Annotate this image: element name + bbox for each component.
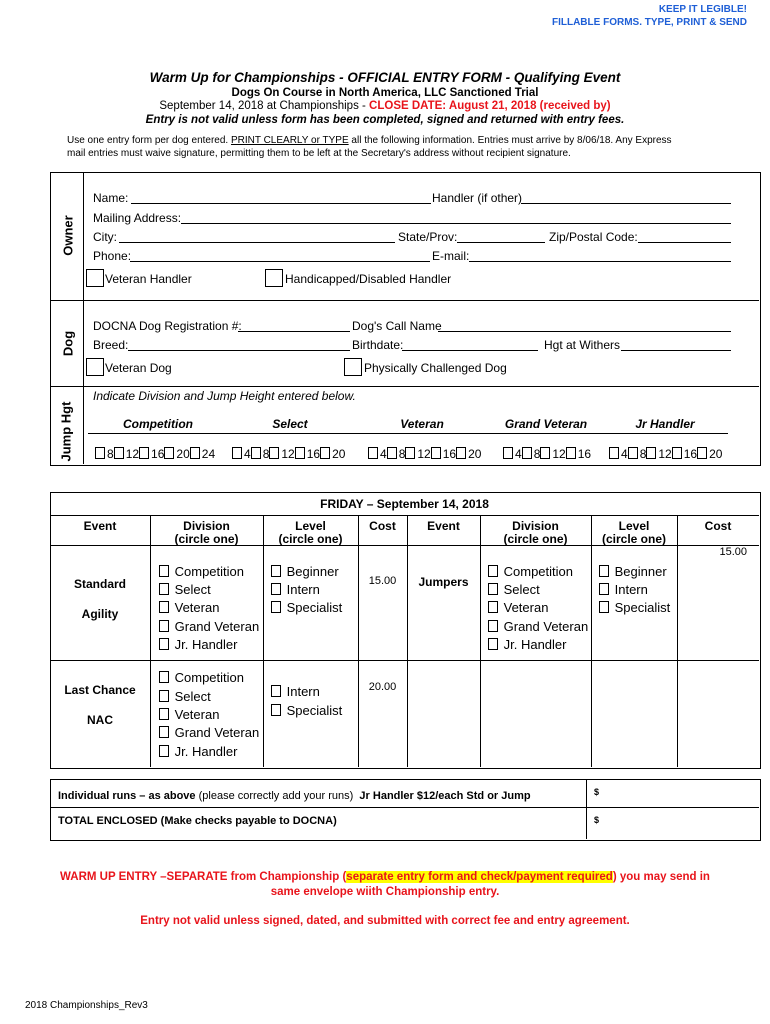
- events-day-rule: [50, 515, 759, 516]
- jump-checkbox[interactable]: [431, 447, 441, 459]
- handicapped-handler-checkbox[interactable]: [265, 269, 283, 287]
- level-option[interactable]: Specialist: [271, 600, 342, 615]
- state-field[interactable]: [457, 242, 545, 243]
- jump-checkbox[interactable]: [503, 447, 513, 459]
- jump-heights-veteran: 4 8 12 16 20: [368, 447, 481, 461]
- email-label: E-mail:: [432, 249, 470, 263]
- dog-section-label: Dog: [60, 330, 76, 357]
- division-option[interactable]: Jr. Handler: [488, 637, 567, 652]
- owner-dog-divider: [50, 300, 759, 301]
- division-option[interactable]: Select: [159, 689, 211, 704]
- jump-checkbox[interactable]: [368, 447, 378, 459]
- event-date-line: September 14, 2018 at Championships - CLOSE DATE: August 21, 2018 (received by): [159, 100, 611, 112]
- header-division-2: Division: [512, 519, 559, 533]
- jump-heights-competition: 8 12 16 20 24: [95, 447, 215, 461]
- level-option[interactable]: Intern: [599, 582, 648, 597]
- close-date: CLOSE DATE: August 21, 2018 (received by): [369, 100, 611, 112]
- phone-field[interactable]: [130, 261, 430, 262]
- division-option[interactable]: Grand Veteran: [488, 619, 588, 634]
- jump-checkbox[interactable]: [540, 447, 550, 459]
- zip-label: Zip/Postal Code:: [549, 230, 638, 244]
- handler-field[interactable]: [521, 203, 731, 204]
- jump-checkbox[interactable]: [95, 447, 105, 459]
- division-option[interactable]: Select: [159, 582, 211, 597]
- dog-jump-divider: [50, 386, 759, 387]
- col-rule: [263, 515, 264, 767]
- jump-header-rule: [88, 433, 728, 434]
- birthdate-label: Birthdate:: [352, 338, 404, 352]
- hgt-withers-field[interactable]: [621, 350, 731, 351]
- jump-col-select: Select: [272, 417, 308, 431]
- jump-checkbox[interactable]: [139, 447, 149, 459]
- city-label: City:: [93, 230, 117, 244]
- event-agility: Agility: [81, 607, 119, 621]
- veteran-dog-checkbox[interactable]: [86, 358, 104, 376]
- veteran-handler-checkbox[interactable]: [86, 269, 104, 287]
- jump-checkbox[interactable]: [114, 447, 124, 459]
- cost-standard: 15.00: [368, 575, 397, 587]
- handler-label: Handler (if other): [432, 191, 523, 205]
- jump-heights-grand-veteran: 4 8 12 16: [503, 447, 591, 461]
- jump-checkbox[interactable]: [295, 447, 305, 459]
- mailing-address-field[interactable]: [181, 223, 731, 224]
- jump-checkbox[interactable]: [405, 447, 415, 459]
- jump-col-jr-handler: Jr Handler: [635, 417, 695, 431]
- birthdate-field[interactable]: [402, 350, 538, 351]
- jump-checkbox[interactable]: [456, 447, 466, 459]
- level-option[interactable]: Intern: [271, 684, 320, 699]
- challenged-dog-label: Physically Challenged Dog: [364, 361, 507, 375]
- jump-checkbox[interactable]: [522, 447, 532, 459]
- level-option[interactable]: Specialist: [599, 600, 670, 615]
- division-option[interactable]: Jr. Handler: [159, 744, 238, 759]
- jump-instruction: Indicate Division and Jump Height entered below.: [93, 389, 356, 403]
- level-option[interactable]: Beginner: [271, 564, 339, 579]
- jump-checkbox[interactable]: [164, 447, 174, 459]
- col-rule: [407, 515, 408, 767]
- division-option[interactable]: Competition: [159, 564, 244, 579]
- city-field[interactable]: [119, 242, 395, 243]
- jump-heights-jr-handler: 4 8 12 16 20: [609, 447, 722, 461]
- event-standard: Standard: [73, 577, 126, 591]
- email-field[interactable]: [469, 261, 731, 262]
- state-label: State/Prov:: [398, 230, 458, 244]
- jump-checkbox[interactable]: [269, 447, 279, 459]
- header-cost: Cost: [369, 519, 396, 533]
- veteran-dog-label: Veteran Dog: [105, 361, 172, 375]
- division-option[interactable]: Veteran: [159, 600, 219, 615]
- col-rule: [150, 515, 151, 767]
- jump-checkbox[interactable]: [190, 447, 200, 459]
- jump-checkbox[interactable]: [387, 447, 397, 459]
- header-level: Level: [295, 519, 326, 533]
- event-day-heading: FRIDAY – September 14, 2018: [320, 497, 489, 511]
- owner-section-label: Owner: [60, 215, 76, 256]
- header-division: Division: [183, 519, 230, 533]
- jump-checkbox[interactable]: [232, 447, 242, 459]
- header-division-circle-2: (circle one): [503, 532, 568, 546]
- event-nac: NAC: [87, 713, 113, 727]
- individual-runs-amount[interactable]: $: [594, 787, 600, 797]
- division-option[interactable]: Veteran: [159, 707, 219, 722]
- jump-checkbox[interactable]: [697, 447, 707, 459]
- division-option[interactable]: Select: [488, 582, 540, 597]
- warm-up-note-line-1: WARM UP ENTRY –SEPARATE from Championship (separate entry form and check/payment required) you may send in: [60, 871, 710, 883]
- revision-label: 2018 Championships_Rev3: [25, 1000, 148, 1011]
- call-name-field[interactable]: [438, 331, 731, 332]
- col-rule: [480, 515, 481, 767]
- warm-up-note-line-2: same envelope wiith Championship entry.: [270, 886, 500, 898]
- cost-jumpers: 15.00: [719, 546, 747, 558]
- veteran-handler-label: Veteran Handler: [105, 272, 192, 286]
- registration-label: DOCNA Dog Registration #:: [93, 319, 242, 333]
- jump-heights-select: 4 8 12 16 20: [232, 447, 345, 461]
- totals-rule: [50, 807, 759, 808]
- mailing-address-label: Mailing Address:: [93, 211, 182, 225]
- jump-checkbox[interactable]: [646, 447, 656, 459]
- jump-col-grand-veteran: Grand Veteran: [504, 417, 588, 431]
- event-jumpers: Jumpers: [418, 575, 469, 589]
- phone-label: Phone:: [93, 249, 132, 263]
- division-option[interactable]: Competition: [159, 670, 244, 685]
- breed-label: Breed:: [93, 338, 129, 352]
- validity-footer: Entry not valid unless signed, dated, and submitted with correct fee and entry agreement.: [140, 915, 630, 927]
- hgt-withers-label: Hgt at Withers: [544, 338, 621, 352]
- organization-line: Dogs On Course in North America, LLC Sanctioned Trial: [231, 87, 539, 99]
- header-level-circle-2: (circle one): [601, 532, 667, 546]
- jump-checkbox[interactable]: [320, 447, 330, 459]
- instructions-line-2: mail entries must waive signature, permitting them to be left at the Secretary's address without recipient signature.: [67, 148, 571, 159]
- keep-legible-note: KEEP IT LEGIBLE!: [658, 4, 747, 15]
- division-option[interactable]: Grand Veteran: [159, 725, 259, 740]
- jump-checkbox[interactable]: [609, 447, 619, 459]
- individual-runs-line: Individual runs – as above (please correctly add your runs) Jr Handler $12/each Std or Jump: [58, 790, 531, 802]
- events-row-rule: [50, 660, 759, 661]
- total-enclosed-amount[interactable]: $: [594, 815, 600, 825]
- level-option[interactable]: Intern: [271, 582, 320, 597]
- zip-field[interactable]: [638, 242, 731, 243]
- jump-section-label: Jump Hgt: [58, 401, 74, 462]
- registration-field[interactable]: [238, 331, 350, 332]
- level-option[interactable]: Beginner: [599, 564, 667, 579]
- header-division-circle: (circle one): [174, 532, 239, 546]
- jump-col-veteran: Veteran: [400, 417, 444, 431]
- fillable-forms-note: FILLABLE FORMS. TYPE, PRINT & SEND: [551, 17, 747, 28]
- name-field[interactable]: [131, 203, 431, 204]
- name-label: Name:: [93, 191, 129, 205]
- challenged-dog-checkbox[interactable]: [344, 358, 362, 376]
- validity-line: Entry is not valid unless form has been completed, signed and returned with entry fees.: [145, 114, 625, 126]
- division-option[interactable]: Veteran: [488, 600, 548, 615]
- division-option[interactable]: Jr. Handler: [159, 637, 238, 652]
- event-last-chance: Last Chance: [64, 683, 136, 697]
- instructions-line-1: Use one entry form per dog entered. PRINT CLEARLY or TYPE all the following information. Entries must arrive by 8/06/18. Any Express: [67, 135, 672, 146]
- header-level-2: Level: [618, 519, 650, 533]
- form-title: Warm Up for Championships - OFFICIAL ENTRY FORM - Qualifying Event: [149, 70, 621, 85]
- col-rule: [591, 515, 592, 767]
- header-event: Event: [83, 519, 117, 533]
- jump-checkbox[interactable]: [672, 447, 682, 459]
- totals-box: [50, 779, 761, 841]
- col-rule: [358, 515, 359, 767]
- division-option[interactable]: Competition: [488, 564, 573, 579]
- cost-nac: 20.00: [368, 681, 397, 693]
- call-name-label: Dog's Call Name: [352, 319, 442, 333]
- header-level-circle: (circle one): [278, 532, 343, 546]
- level-option[interactable]: Specialist: [271, 703, 342, 718]
- totals-col-rule: [586, 779, 587, 839]
- jump-col-competition: Competition: [123, 417, 193, 431]
- jump-checkbox[interactable]: [628, 447, 638, 459]
- total-enclosed-label: TOTAL ENCLOSED (Make checks payable to DOCNA): [58, 815, 337, 827]
- header-event-2: Event: [427, 519, 460, 533]
- division-option[interactable]: Grand Veteran: [159, 619, 259, 634]
- jump-checkbox[interactable]: [566, 447, 576, 459]
- jump-checkbox[interactable]: [251, 447, 261, 459]
- header-cost-2: Cost: [704, 519, 732, 533]
- handicapped-handler-label: Handicapped/Disabled Handler: [285, 272, 452, 286]
- breed-field[interactable]: [128, 350, 350, 351]
